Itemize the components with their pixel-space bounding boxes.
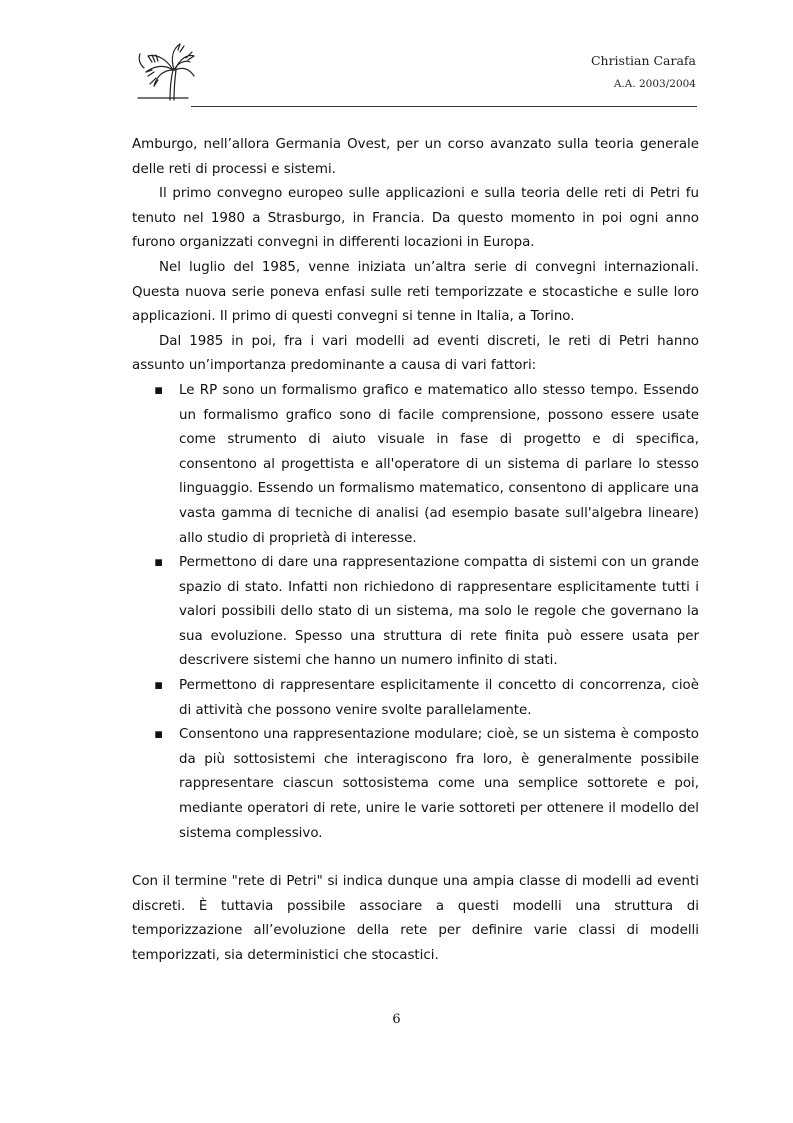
list-item (132, 379, 699, 551)
paragraph-gap (132, 846, 699, 870)
paragraph-4: Dal 1985 in poi, fra i vari modelli ad eventi discreti, le reti di Petri hanno assunto un’importanza predominante a causa di vari fattori: (132, 333, 699, 374)
header-divider (191, 106, 697, 107)
paragraph-1: Amburgo, nell’allora Germania Ovest, per un corso avanzato sulla teoria generale delle reti di processi e sistemi. (132, 137, 699, 177)
header-author: Christian Carafa (590, 53, 696, 68)
page-body (132, 133, 699, 969)
bullet-icon: ▪ (154, 382, 164, 398)
list-item (132, 674, 699, 723)
list-item (132, 551, 699, 674)
page-number: 6 (392, 1012, 401, 1027)
palm-tree-logo-icon (130, 40, 196, 106)
bullet-icon: ▪ (154, 727, 164, 743)
list-item-text: Permettono di rappresentare esplicitamente il concetto di concorrenza, cioè di attività che possono venire svolte parallelamente. (179, 678, 699, 718)
list-item-text: Le RP sono un formalismo grafico e matematico allo stesso tempo. Essendo un formalismo grafico sono di facile comprensione, possono essere usate come strumento di aiuto visuale in fase di progetto e di specifica, consentono al progettista e all'operatore di un sistema di parlare lo stesso linguaggio. Essendo un formalismo matematico, consentono di applicare una vasta gamma di tecniche di analisi (ad esempio basate sull'algebra lineare) allo studio di proprietà di interesse. (179, 382, 699, 546)
list-item-text: Consentono una rappresentazione modulare; cioè, se un sistema è composto da più sottosistemi che interagiscono fra loro, è generalmente possibile rappresentare ciascun sottosistema come una semplice sottorete e poi, mediante operatori di rete, unire le varie sottoreti per ottenere il modello del sistema complessivo. (179, 727, 699, 841)
paragraph-5: Con il termine "rete di Petri" si indica dunque una ampia classe di modelli ad eventi discreti. È tuttavia possibile associare a questi modelli una struttura di temporizzazione all’evoluzione della rete per definire varie classi di modelli temporizzati, sia deterministici che stocastici. (132, 874, 699, 963)
factors-list (132, 379, 699, 846)
bullet-icon: ▪ (154, 678, 164, 694)
paragraph-3: Nel luglio del 1985, venne iniziata un’altra serie di convegni internazionali. Questa nuova serie poneva enfasi sulle reti temporizzate e stocastiche e sulle loro applicazioni. Il primo di questi convegni si tenne in Italia, a Torino. (132, 259, 699, 325)
header-academic-year: A.A. 2003/2004 (613, 78, 696, 90)
list-item (132, 723, 699, 846)
bullet-icon: ▪ (154, 555, 164, 571)
paragraph-2: Il primo convegno europeo sulle applicazioni e sulla teoria delle reti di Petri fu tenuto nel 1980 a Strasburgo, in Francia. Da questo momento in poi ogni anno furono organizzati convegni in differenti locazioni in Europa. (132, 186, 699, 251)
list-item-text: Permettono di dare una rappresentazione compatta di sistemi con un grande spazio di stato. Infatti non richiedono di rappresentare esplicitamente tutti i valori possibili dello stato di un sistema, ma solo le regole che governano la sua evoluzione. Spesso una struttura di rete finita può essere usata per descrivere sistemi che hanno un numero infinito di stati. (179, 555, 699, 669)
